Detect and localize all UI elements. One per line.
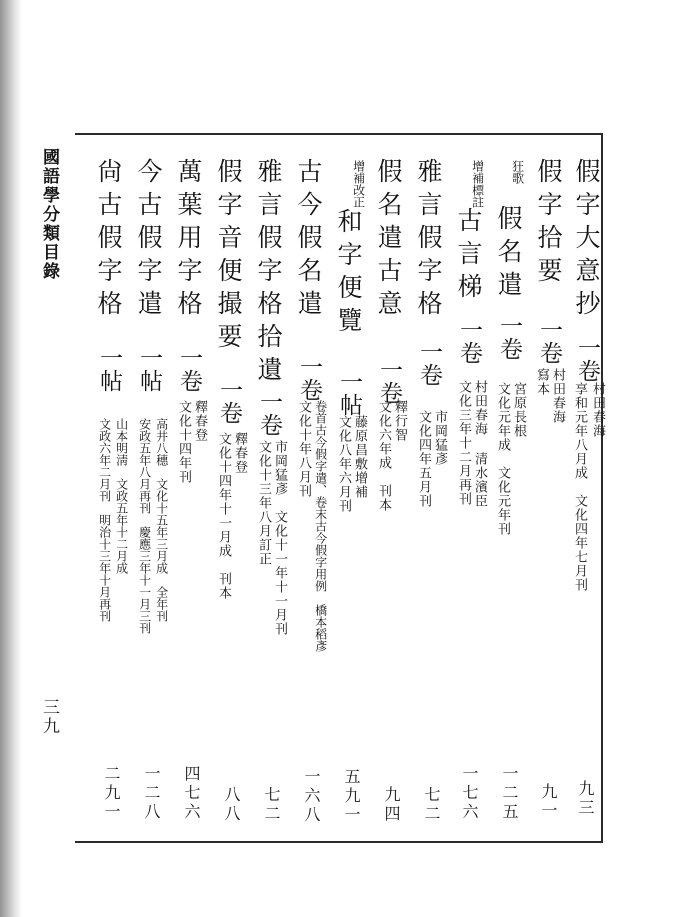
entry-volume-count: 一卷 [574, 336, 600, 382]
entry-publication-info: 文政六年二月刊 明治十三年十月再刊 [97, 418, 112, 622]
entry-publication-info: 文化十四年十一月成 刊本 [216, 432, 231, 600]
entry-publication-info: 文化十三年八月訂正 [256, 440, 271, 566]
entry-title: 假字拾要 [534, 158, 563, 290]
entry-publication-info: 文化十年八月刊 [296, 400, 311, 498]
entry-author: 村田春海 清水濱臣 [472, 380, 487, 508]
entry-volume-count: 一卷 [296, 355, 322, 401]
entry-page-reference: 九一 [539, 783, 558, 821]
entry-volume-count: 一卷 [376, 358, 402, 404]
entry-title: 雅言假字格拾遺 [254, 158, 283, 389]
entry-prefix-note: 增補改正 [351, 160, 366, 208]
entry-publication-info: 文化十四年刊 [176, 400, 191, 484]
entry-page-reference: 四七六 [182, 765, 201, 822]
entry-publication-info: 享和元年八月成 文化四年七月刊 [572, 382, 587, 592]
entry-title: 古言梯 [454, 207, 483, 306]
page-number: 三九 [39, 698, 59, 736]
entry-page-reference: 七二 [262, 786, 281, 824]
entry-volume-count: 一卷 [496, 314, 522, 360]
entry-title: 和字便覽 [334, 208, 363, 340]
entry-title: 今古假字遣 [134, 158, 163, 323]
entry-author: 宮原長根 [511, 382, 526, 438]
entry-title: 假名遣古意 [374, 158, 403, 323]
page-binding-edge [0, 0, 22, 917]
entry-page-reference: 九三 [576, 780, 595, 818]
entry-volume-count: 一卷 [256, 390, 282, 436]
entry-publication-info: 安政五年八月再刊 慶應三年十一月三刊 [137, 418, 152, 634]
entry-prefix-note: 狂歌 [510, 160, 525, 184]
entry-title: 假字大意抄 [572, 158, 601, 323]
entry-author: 卷首古今假字遣、卷末古今假字用例 橋本稻彥 [313, 400, 328, 652]
entry-publication-info: 文化四年五月刊 [416, 410, 431, 508]
entry-volume-count: 一卷 [176, 346, 202, 392]
entry-author: 市岡猛彥 文化十一年十一月刊 [272, 440, 287, 636]
entry-title: 尙古假字格 [94, 158, 123, 323]
entry-author: 山本明淸 文政五年十二月成 [114, 418, 129, 574]
entry-volume-count: 一卷 [416, 340, 442, 386]
entry-page-reference: 一七六 [460, 765, 479, 822]
entry-title: 假名遣 [494, 205, 523, 304]
entry-page-reference: 九四 [382, 786, 401, 824]
entry-page-reference: 一六八 [302, 768, 321, 825]
entry-volume-count: 一卷 [216, 378, 242, 424]
entry-page-reference: 一二五 [500, 765, 519, 822]
entry-title: 萬葉用字格 [174, 158, 203, 323]
entry-page-reference: 八八 [222, 786, 241, 824]
entry-author: 村田春海 [550, 368, 565, 424]
entry-publication-info: 文化元年成 文化元年刊 [495, 382, 510, 536]
running-title: 國語學分類目錄 [39, 148, 59, 281]
entry-publication-info: 文化八年六月刊 [336, 415, 351, 513]
entry-publication-info: 文化六年成 刊本 [376, 400, 391, 512]
entry-page-reference: 二九一 [102, 765, 121, 822]
entry-page-reference: 五九一 [342, 768, 361, 825]
entry-author: 釋春登 [192, 400, 207, 442]
entry-volume-count: 一卷 [536, 318, 562, 364]
entry-publication-info: 寫本 [534, 368, 549, 396]
entry-author: 高井八穗 文化十五年三月成 全年刊 [154, 418, 169, 622]
entry-author: 釋春登 [232, 432, 247, 474]
entry-page-reference: 七二 [422, 786, 441, 824]
entry-volume-count: 一帖 [336, 370, 362, 416]
entry-prefix-note: 增補標註 [470, 160, 485, 208]
entry-author: 藤原昌敷增補 [352, 415, 367, 499]
entry-volume-count: 一卷 [456, 318, 482, 364]
entry-volume-count: 一帖 [136, 346, 162, 392]
entry-author: 市岡猛彥 [432, 410, 447, 466]
entry-volume-count: 一帖 [96, 346, 122, 392]
entry-author: 村田春海 [590, 382, 605, 438]
entry-page-reference: 一二八 [142, 765, 161, 822]
entry-title: 古今假名遣 [294, 158, 323, 323]
entry-publication-info: 文化三年十二月再刊 [456, 380, 471, 506]
entry-title: 雅言假字格 [414, 158, 443, 323]
entry-author: 釋行智 [392, 400, 407, 442]
entry-title: 假字音便撮要 [214, 158, 243, 356]
